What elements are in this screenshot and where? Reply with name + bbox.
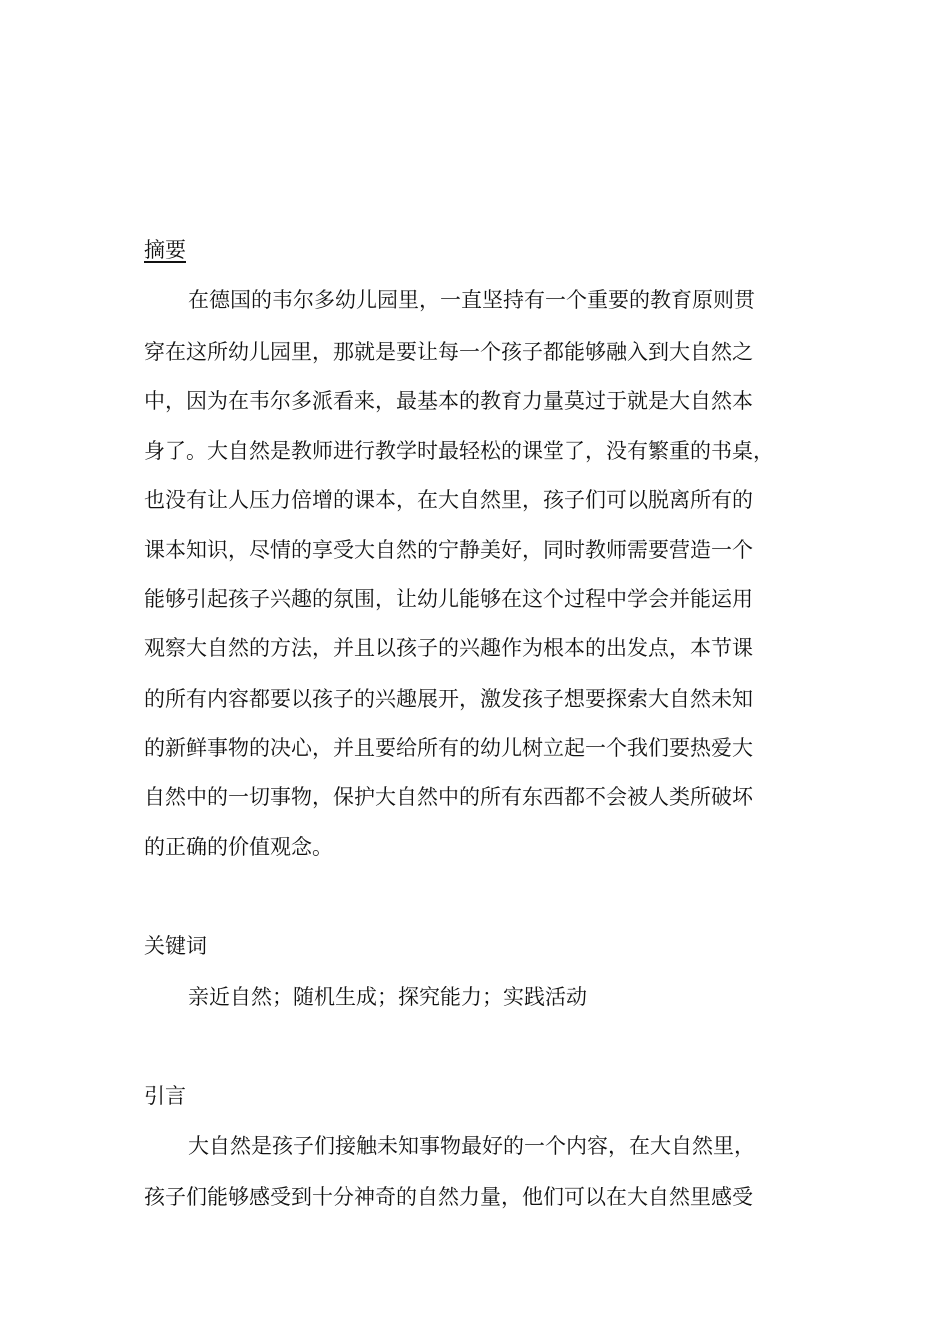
keywords-heading: 关键词 bbox=[144, 934, 207, 958]
introduction-line: 大自然是孩子们接触未知事物最好的一个内容，在大自然里， bbox=[188, 1134, 755, 1158]
abstract-heading: 摘要 bbox=[144, 238, 186, 262]
abstract-line: 身了。大自然是教师进行教学时最轻松的课堂了，没有繁重的书桌， bbox=[144, 439, 774, 463]
keywords-text: 亲近自然；随机生成；探究能力；实践活动 bbox=[188, 985, 587, 1009]
abstract-line: 在德国的韦尔多幼儿园里，一直坚持有一个重要的教育原则贯 bbox=[188, 288, 755, 312]
abstract-line: 自然中的一切事物，保护大自然中的所有东西都不会被人类所破坏 bbox=[144, 785, 753, 809]
abstract-line: 穿在这所幼儿园里，那就是要让每一个孩子都能够融入到大自然之 bbox=[144, 340, 753, 364]
abstract-line: 课本知识，尽情的享受大自然的宁静美好，同时教师需要营造一个 bbox=[144, 538, 753, 562]
introduction-line: 孩子们能够感受到十分神奇的自然力量，他们可以在大自然里感受 bbox=[144, 1185, 753, 1209]
abstract-line: 能够引起孩子兴趣的氛围，让幼儿能够在这个过程中学会并能运用 bbox=[144, 587, 753, 611]
introduction-heading: 引言 bbox=[144, 1084, 186, 1108]
abstract-line: 观察大自然的方法，并且以孩子的兴趣作为根本的出发点，本节课 bbox=[144, 636, 753, 660]
abstract-line: 中，因为在韦尔多派看来，最基本的教育力量莫过于就是大自然本 bbox=[144, 389, 753, 413]
abstract-line: 的所有内容都要以孩子的兴趣展开，激发孩子想要探索大自然未知 bbox=[144, 687, 753, 711]
abstract-line: 的新鲜事物的决心，并且要给所有的幼儿树立起一个我们要热爱大 bbox=[144, 736, 753, 760]
abstract-line: 的正确的价值观念。 bbox=[144, 835, 333, 859]
abstract-line: 也没有让人压力倍增的课本，在大自然里，孩子们可以脱离所有的 bbox=[144, 488, 753, 512]
